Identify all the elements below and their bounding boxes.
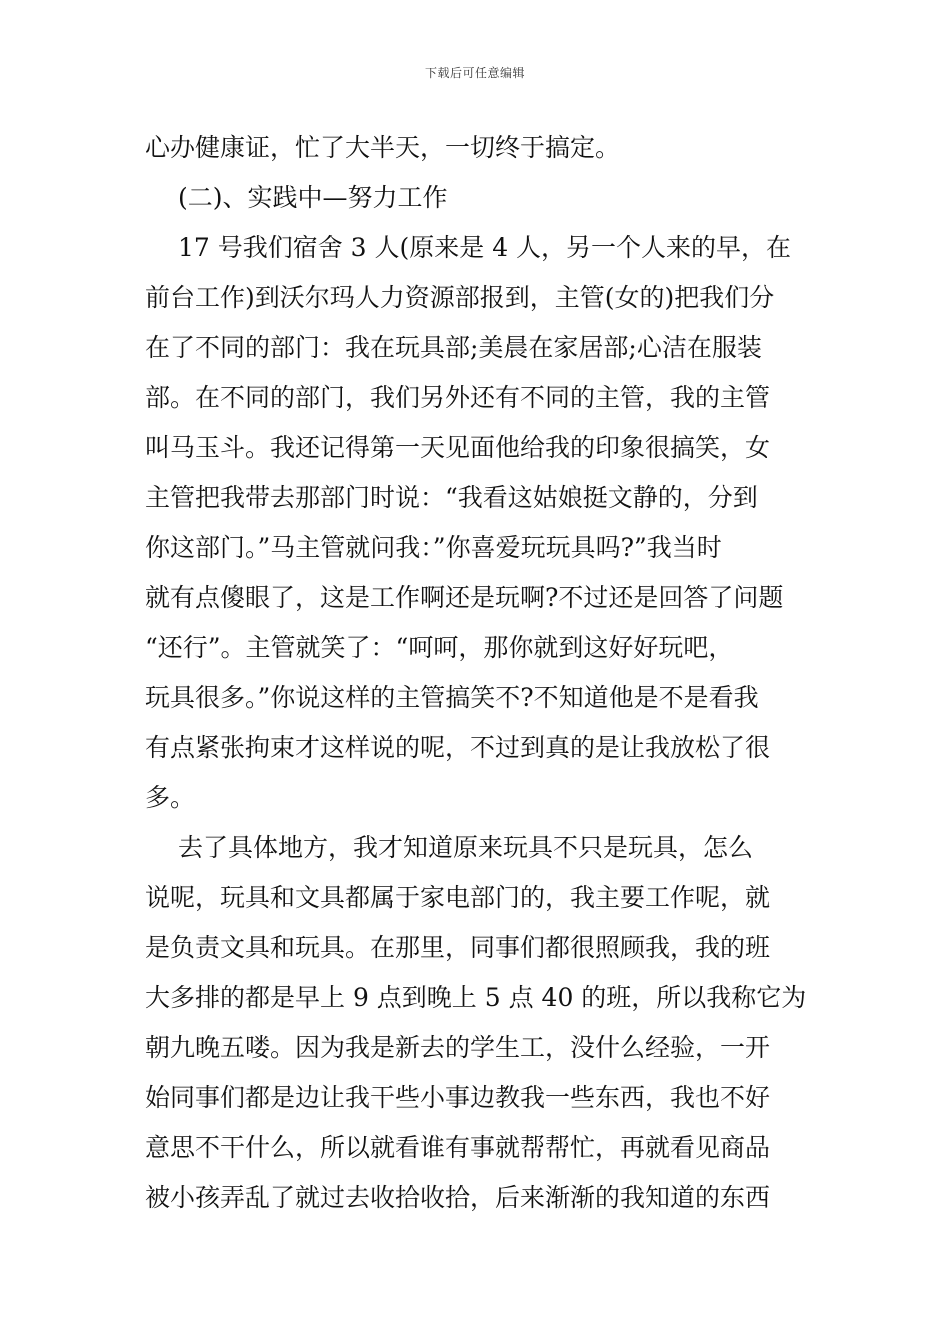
paragraph-line: 叫马玉斗。我还记得第一天见面他给我的印象很搞笑，女	[145, 433, 771, 462]
paragraph-line: 玩具很多。”你说这样的主管搞笑不?不知道他是不是看我	[145, 683, 759, 712]
paragraph-line: 意思不干什么，所以就看谁有事就帮帮忙，再就看见商品	[145, 1133, 771, 1162]
paragraph-line: 主管把我带去那部门时说：“我看这姑娘挺文静的，分到	[145, 483, 758, 512]
section-heading: (二)、实践中—努力工作	[145, 183, 448, 212]
paragraph-line: 有点紧张拘束才这样说的呢，不过到真的是让我放松了很	[145, 733, 771, 762]
paragraph-line: 被小孩弄乱了就过去收拾收拾，后来渐渐的我知道的东西	[145, 1183, 771, 1212]
paragraph-line: 你这部门。”马主管就问我：”你喜爱玩玩具吗?”我当时	[145, 533, 722, 562]
paragraph-line: 部。在不同的部门，我们另外还有不同的主管，我的主管	[145, 383, 771, 412]
paragraph-line: 说呢，玩具和文具都属于家电部门的，我主要工作呢，就	[145, 883, 771, 912]
paragraph-line: 是负责文具和玩具。在那里，同事们都很照顾我，我的班	[145, 933, 771, 962]
paragraph-line: 始同事们都是边让我干些小事边教我一些东西，我也不好	[145, 1083, 771, 1112]
paragraph-line: 多。	[145, 783, 196, 812]
paragraph-line: 朝九晚五喽。因为我是新去的学生工，没什么经验，一开	[145, 1033, 771, 1062]
paragraph-line: 就有点傻眼了，这是工作啊还是玩啊?不过还是回答了问题	[145, 583, 784, 612]
page-header: 下载后可任意编辑	[424, 66, 525, 80]
paragraph-line: 心办健康证，忙了大半天，一切终于搞定。	[145, 133, 621, 162]
paragraph-line: 大多排的都是早上 9 点到晚上 5 点 40 的班，所以我称它为	[145, 983, 807, 1012]
paragraph-line: 在了不同的部门：我在玩具部;美晨在家居部;心洁在服装	[145, 333, 762, 362]
paragraph-line: 去了具体地方，我才知道原来玩具不只是玩具，怎么	[145, 833, 753, 862]
paragraph-line: “还行”。主管就笑了：“呵呵，那你就到这好好玩吧，	[145, 633, 734, 662]
paragraph-line: 前台工作)到沃尔玛人力资源部报到，主管(女的)把我们分	[145, 283, 775, 312]
paragraph-line: 17 号我们宿舍 3 人(原来是 4 人，另一个人来的早，在	[145, 233, 792, 262]
